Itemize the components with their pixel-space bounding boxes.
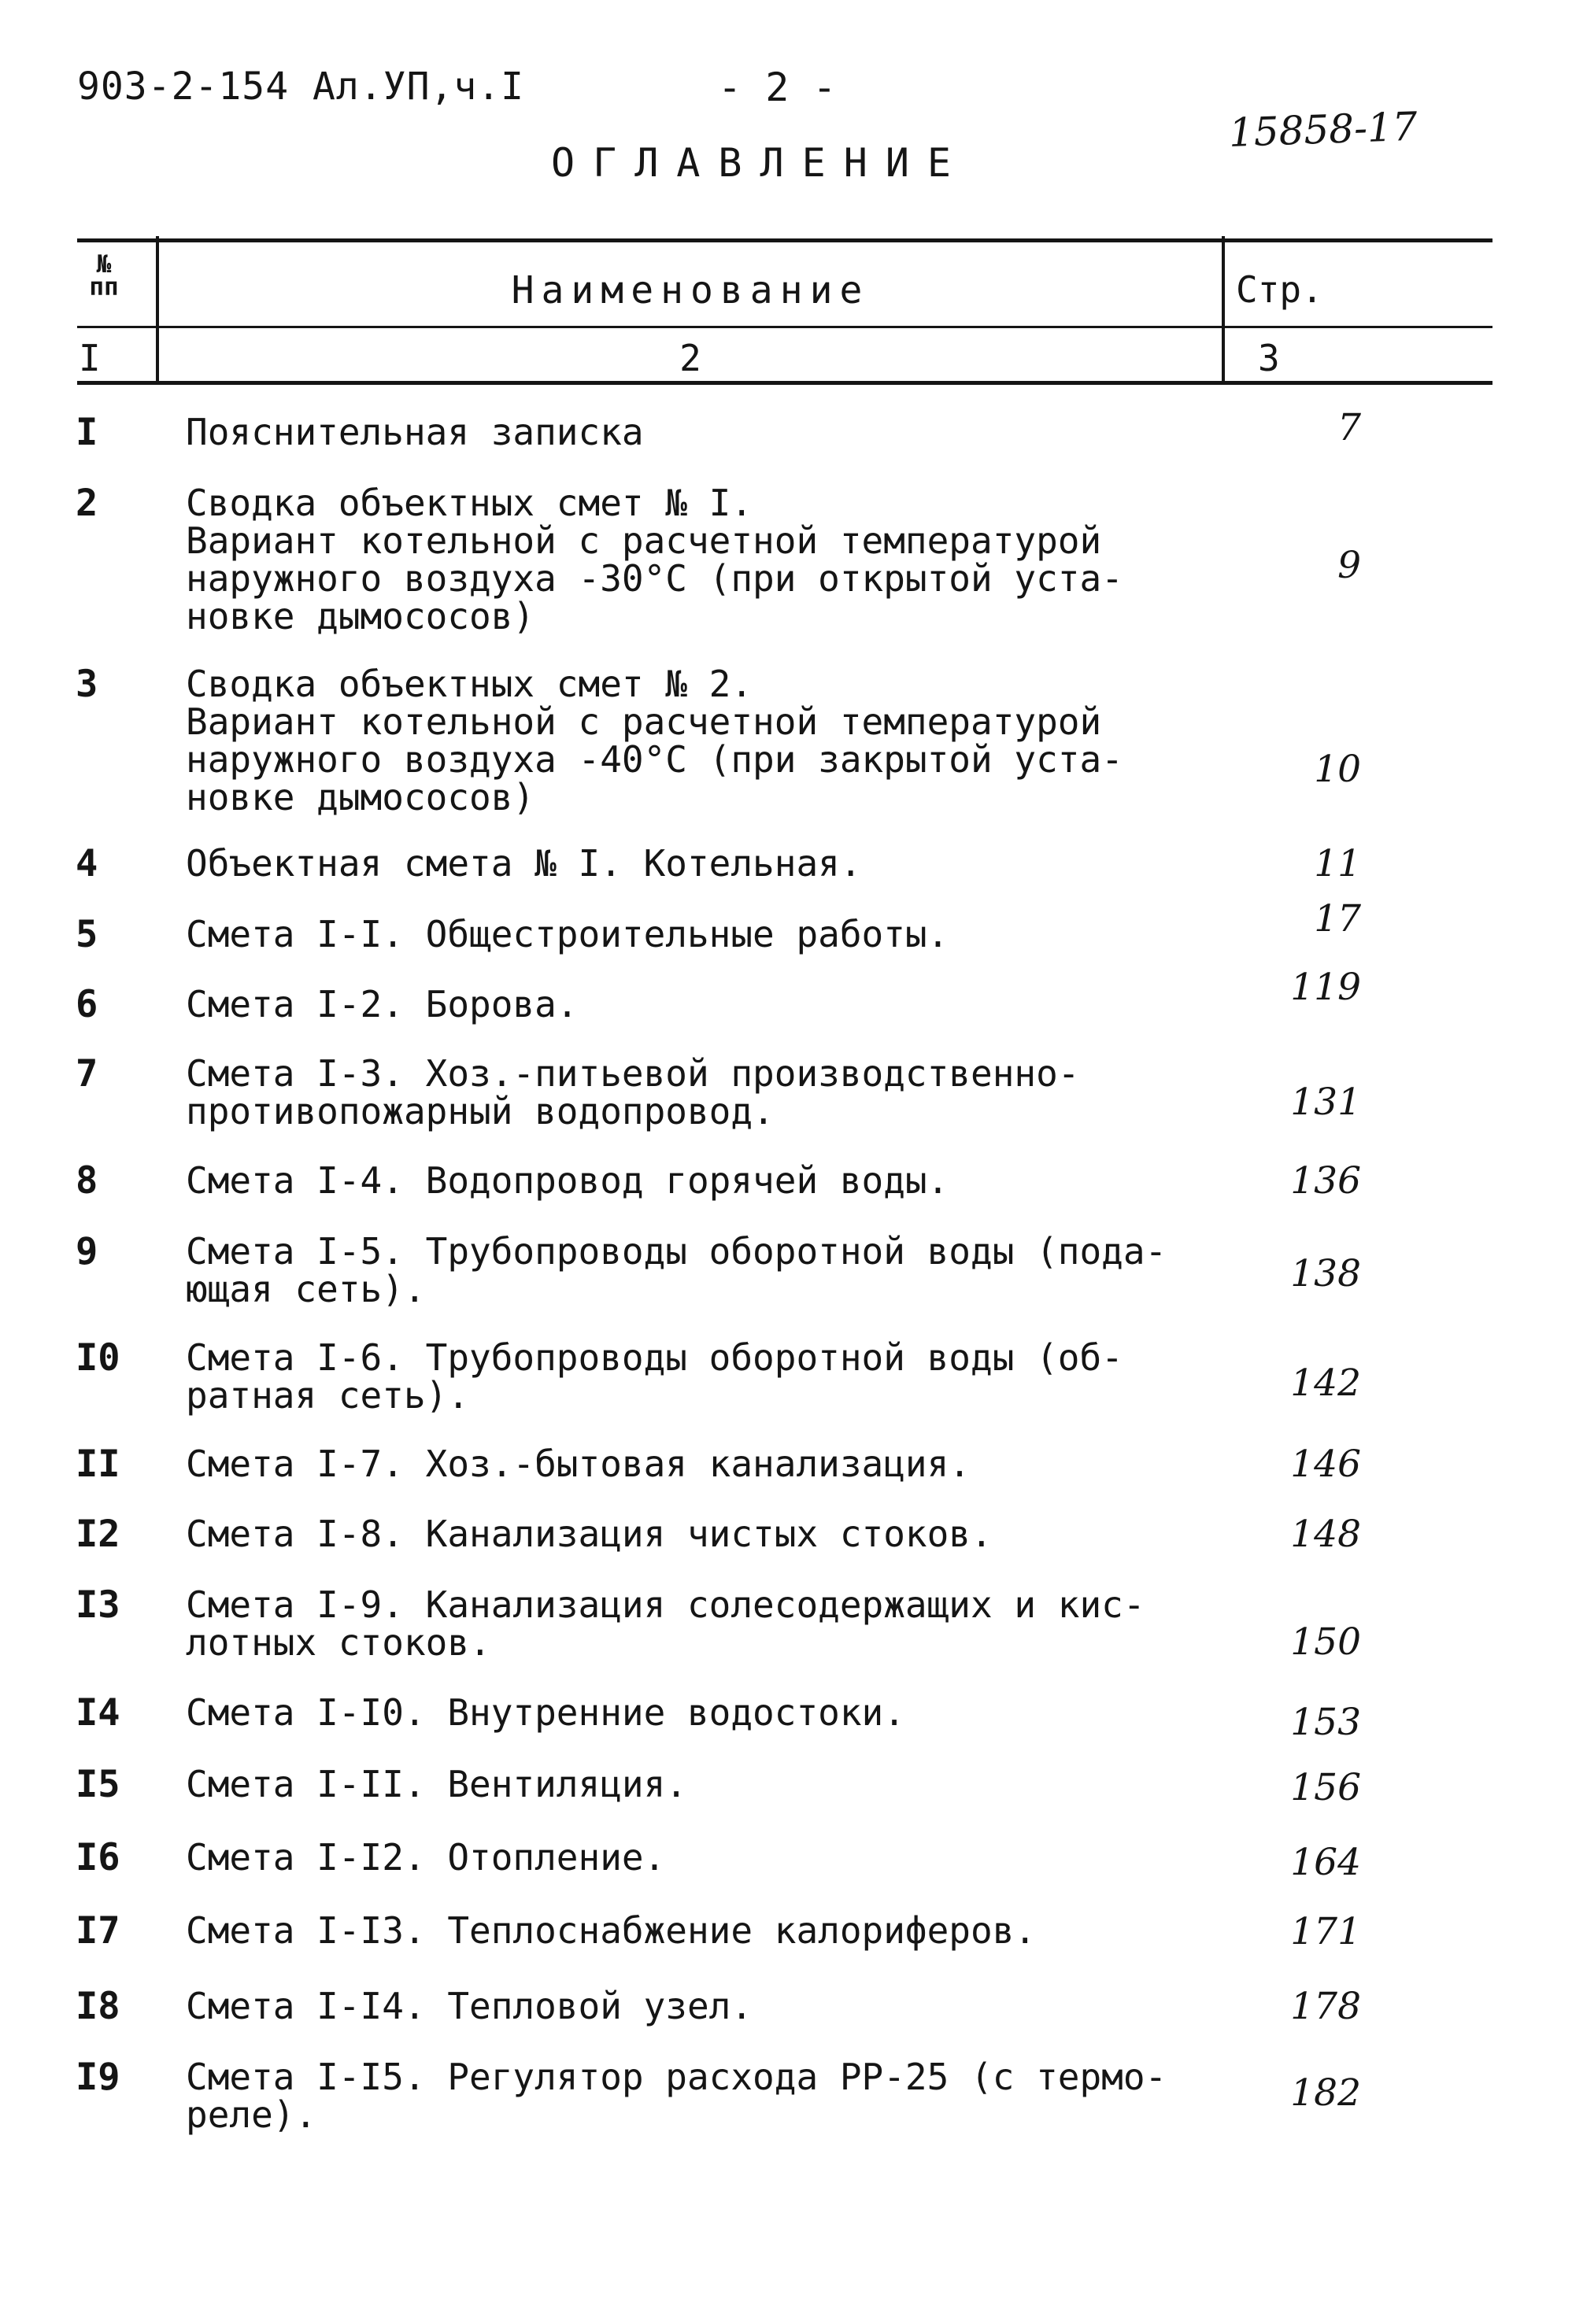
row-page: 11 xyxy=(1314,842,1361,885)
row-page: 119 xyxy=(1290,966,1361,1009)
row-title: Смета I-I. Общестроительные работы. xyxy=(186,913,949,955)
row-number: II xyxy=(76,1443,120,1486)
row-number: I2 xyxy=(76,1513,120,1556)
row-page: 10 xyxy=(1314,748,1361,791)
row-number: 5 xyxy=(76,913,98,956)
row-title: Смета I-I4. Тепловой узел. xyxy=(186,1985,753,2027)
row-number: I3 xyxy=(76,1583,120,1627)
row-title: Сводка объектных смет № I. Вариант котельной с расчетной температурой наружного воздуха -30°С (при открытой уста- новке дымососов) xyxy=(186,482,1123,637)
row-title: Смета I-I2. Отопление. xyxy=(186,1836,666,1879)
row-title: Объектная смета № I. Котельная. xyxy=(186,842,862,885)
page-number: - 2 - xyxy=(718,65,837,110)
document-code: 903-2-154 Ал.УП,ч.I xyxy=(77,65,525,109)
row-title: Смета I-6. Трубопроводы оборотной воды (об- ратная сеть). xyxy=(186,1336,1123,1417)
row-number: I4 xyxy=(76,1691,120,1735)
row-page: 178 xyxy=(1290,1985,1361,2028)
row-number: 4 xyxy=(76,842,98,885)
number-column-header: № пп xyxy=(89,250,119,301)
row-title: Смета I-8. Канализация чистых стоков. xyxy=(186,1513,993,1555)
row-number: 3 xyxy=(76,663,98,706)
page-column-divider xyxy=(1222,236,1225,383)
row-page: 156 xyxy=(1290,1766,1361,1809)
row-number: I8 xyxy=(76,1985,120,2028)
table-of-contents-title: ОГЛАВЛЕНИЕ xyxy=(551,140,970,186)
row-number: I0 xyxy=(76,1336,120,1380)
column-numbers-bottom-rule xyxy=(77,381,1492,385)
row-number: 6 xyxy=(76,983,98,1026)
row-page: 171 xyxy=(1290,1910,1361,1953)
header-bottom-rule xyxy=(77,326,1492,328)
row-title: Смета I-I0. Внутренние водостоки. xyxy=(186,1691,905,1734)
row-title: Смета I-2. Борова. xyxy=(186,983,579,1025)
row-number: I9 xyxy=(76,2056,120,2099)
row-page: 150 xyxy=(1290,1620,1361,1664)
row-number: I6 xyxy=(76,1836,120,1879)
table-top-rule xyxy=(77,238,1492,242)
row-title: Смета I-9. Канализация солесодержащих и кис- лотных стоков. xyxy=(186,1583,1145,1664)
row-title: Смета I-II. Вентиляция. xyxy=(186,1763,687,1805)
name-column-header: Наименование xyxy=(511,268,870,312)
row-number: 7 xyxy=(76,1052,98,1095)
row-page: 146 xyxy=(1290,1443,1361,1486)
row-title: Смета I-7. Хоз.-бытовая канализация. xyxy=(186,1443,971,1485)
row-title: Смета I-3. Хоз.-питьевой производственно- противопожарный водопровод. xyxy=(186,1052,1080,1132)
row-page: 138 xyxy=(1290,1252,1361,1295)
row-number: 8 xyxy=(76,1159,98,1203)
row-number: I5 xyxy=(76,1763,120,1806)
row-number: I7 xyxy=(76,1909,120,1953)
row-page: 17 xyxy=(1314,897,1361,940)
row-page: 9 xyxy=(1337,544,1361,587)
row-title: Смета I-I5. Регулятор расхода РР-25 (с термо- реле). xyxy=(186,2056,1167,2136)
row-number: 2 xyxy=(76,482,98,525)
row-title: Пояснительная записка xyxy=(186,411,644,453)
page-column-header: Стр. xyxy=(1236,268,1323,311)
row-title: Смета I-5. Трубопроводы оборотной воды (пода- ющая сеть). xyxy=(186,1230,1167,1310)
row-page: 182 xyxy=(1290,2071,1361,2115)
row-title: Смета I-I3. Теплоснабжение калориферов. xyxy=(186,1909,1037,1952)
column-number-1: I xyxy=(79,337,101,379)
row-title: Смета I-4. Водопровод горячей воды. xyxy=(186,1159,949,1202)
row-page: 131 xyxy=(1290,1081,1361,1124)
row-page: 164 xyxy=(1290,1841,1361,1884)
row-page: 142 xyxy=(1290,1362,1361,1405)
row-page: 153 xyxy=(1290,1701,1361,1744)
row-number: 9 xyxy=(76,1230,98,1273)
row-page: 136 xyxy=(1290,1159,1361,1203)
column-number-2: 2 xyxy=(679,337,701,379)
archive-number: 15858-17 xyxy=(1228,103,1418,156)
row-number: I xyxy=(76,411,98,454)
row-page: 148 xyxy=(1290,1513,1361,1556)
row-title: Сводка объектных смет № 2. Вариант котельной с расчетной температурой наружного воздуха -40°С (при закрытой уста- новке дымососов) xyxy=(186,663,1123,818)
column-number-3: 3 xyxy=(1258,337,1280,379)
row-page: 7 xyxy=(1337,406,1361,449)
